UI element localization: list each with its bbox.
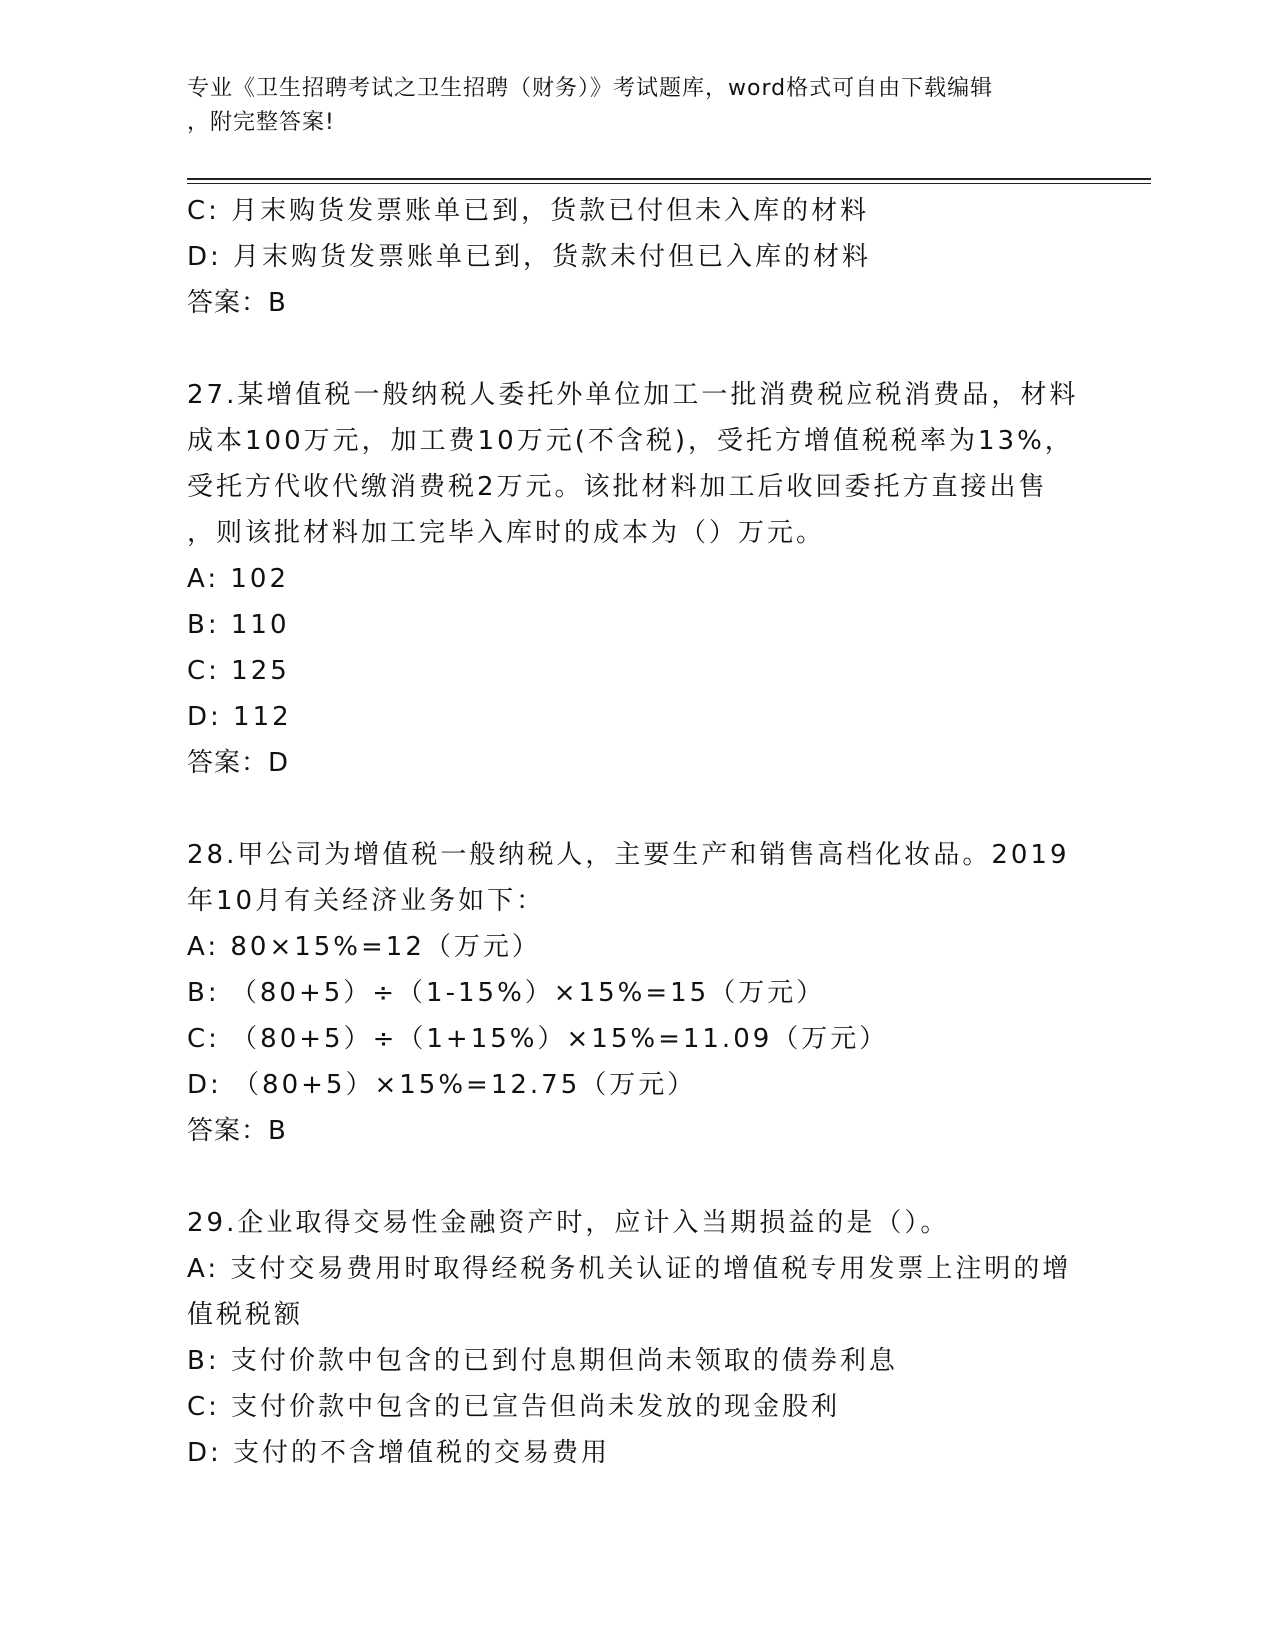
question-stem-line: 年10月有关经济业务如下： bbox=[187, 886, 546, 916]
option-b: B: （80+5）÷（1-15%）×15%=15（万元） bbox=[187, 978, 826, 1008]
question-stem-line: 受托方代收代缴消费税2万元。该批材料加工后收回委托方直接出售 bbox=[187, 472, 1048, 502]
answer-label: 答案：D bbox=[187, 748, 290, 778]
question-28 bbox=[187, 832, 1087, 1154]
option-c: C: 月末购货发票账单已到，货款已付但未入库的材料 bbox=[187, 196, 870, 226]
question-stem-line: 29.企业取得交易性金融资产时，应计入当期损益的是（）。 bbox=[187, 1208, 950, 1238]
option-d: D: （80+5）×15%=12.75（万元） bbox=[187, 1070, 697, 1100]
question-27 bbox=[187, 372, 1087, 786]
spacer bbox=[187, 1154, 1087, 1200]
document-body bbox=[187, 188, 1087, 1476]
option-c: C: 支付价款中包含的已宣告但尚未发放的现金股利 bbox=[187, 1392, 841, 1422]
question-26-tail bbox=[187, 188, 1087, 326]
spacer bbox=[187, 786, 1087, 832]
option-b: B: 支付价款中包含的已到付息期但尚未领取的债券利息 bbox=[187, 1346, 898, 1376]
option-a: A: 102 bbox=[187, 564, 289, 594]
header-title-line-1: 专业《卫生招聘考试之卫生招聘（财务）》考试题库，word格式可自由下载编辑 bbox=[187, 76, 994, 101]
option-a-continued: 值税税额 bbox=[187, 1300, 304, 1330]
answer-label: 答案：B bbox=[187, 1116, 287, 1146]
question-29 bbox=[187, 1200, 1087, 1476]
question-stem-line: 27.某增值税一般纳税人委托外单位加工一批消费税应税消费品，材料 bbox=[187, 380, 1079, 410]
question-stem-line: ，则该批材料加工完毕入库时的成本为（）万元。 bbox=[187, 518, 826, 548]
option-d: D: 支付的不含增值税的交易费用 bbox=[187, 1438, 611, 1468]
header-rule-thin bbox=[187, 183, 1151, 184]
option-b: B: 110 bbox=[187, 610, 290, 640]
option-d: D: 112 bbox=[187, 702, 292, 732]
question-stem-line: 成本100万元，加工费10万元(不含税)，受托方增值税税率为13%， bbox=[187, 426, 1074, 456]
option-c: C: （80+5）÷（1+15%）×15%=11.09（万元） bbox=[187, 1024, 889, 1054]
option-a: A: 支付交易费用时取得经税务机关认证的增值税专用发票上注明的增 bbox=[187, 1254, 1072, 1284]
header-title-line-2: ，附完整答案! bbox=[187, 110, 335, 135]
document-header bbox=[187, 72, 1067, 140]
option-c: C: 125 bbox=[187, 656, 290, 686]
header-rule-thick bbox=[187, 178, 1151, 180]
spacer bbox=[187, 326, 1087, 372]
option-d: D: 月末购货发票账单已到，货款未付但已入库的材料 bbox=[187, 242, 872, 272]
question-stem-line: 28.甲公司为增值税一般纳税人，主要生产和销售高档化妆品。2019 bbox=[187, 840, 1070, 870]
option-a: A: 80×15%=12（万元） bbox=[187, 932, 541, 962]
answer-label: 答案：B bbox=[187, 288, 287, 318]
